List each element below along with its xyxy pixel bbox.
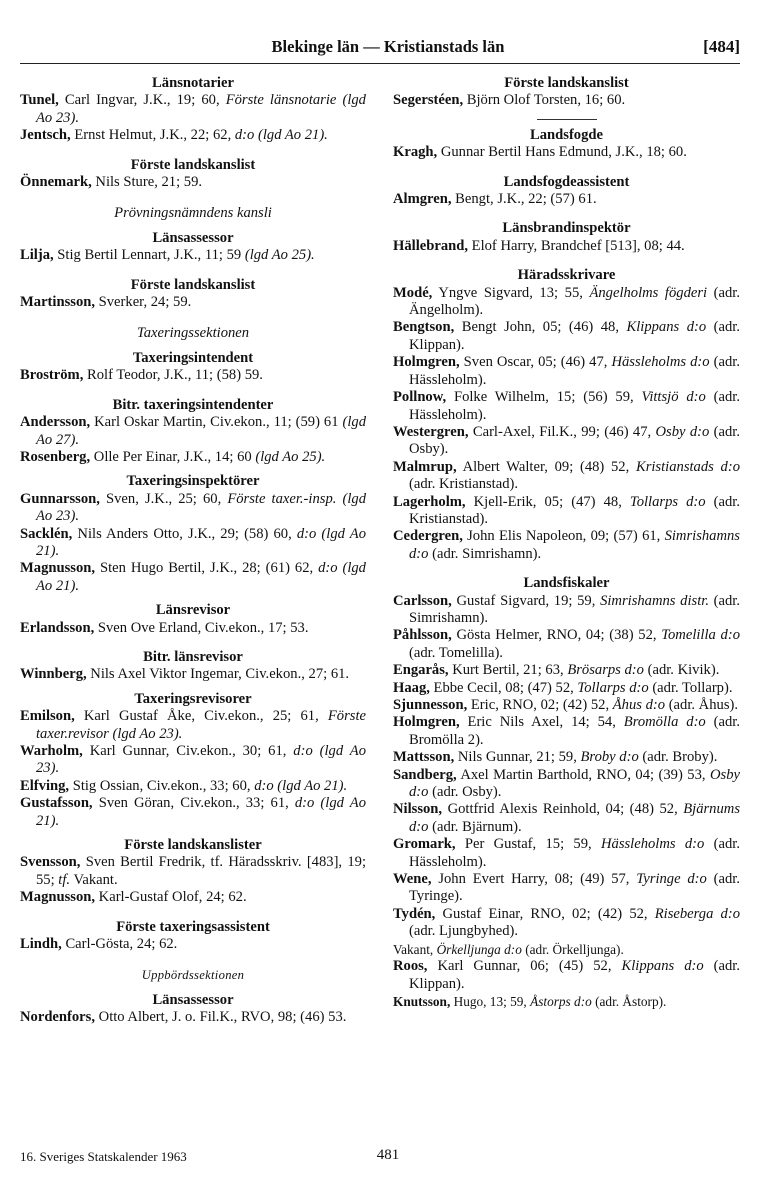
entry-position: Förste taxer.-insp. (lgd Ao 23).	[36, 490, 366, 525]
section-heading: Häradsskrivare	[517, 267, 616, 284]
section-heading: Taxeringsinspektörer	[126, 473, 260, 490]
entry-surname: Warholm,	[20, 743, 83, 759]
entry-address: (adr. Simrishamn).	[428, 545, 542, 562]
entry-details: Stig Ossian, Civ.ekon., 33; 60,	[69, 777, 255, 794]
entry-position: Klippans d:o	[626, 319, 707, 336]
entry-address: (adr. Hässleholm).	[409, 389, 740, 423]
register-entry	[393, 459, 740, 494]
entry-details: Albert Walter, 09; (48) 52,	[456, 458, 636, 475]
register-entry	[393, 836, 740, 871]
register-entry	[20, 414, 366, 449]
subsection-title: Prövningsnämndens kansli	[114, 205, 272, 222]
register-entry	[20, 294, 366, 311]
register-entry	[20, 708, 366, 743]
entry-details: Carl Ingvar, J.K., 19; 60,	[58, 92, 226, 109]
section-heading: Taxeringsrevisorer	[134, 690, 252, 707]
entry-details: Sven Göran, Civ.ekon., 33; 61,	[92, 795, 295, 812]
register-entry	[20, 92, 366, 127]
register-entry	[393, 906, 740, 941]
entry-address: (adr. Bjärnum).	[428, 818, 522, 835]
entry-details: Sten Hugo Bertil, J.K., 28; (61) 62,	[95, 560, 319, 577]
entry-address: (adr. Osby).	[428, 784, 502, 801]
entry-details: Bengt, J.K., 22; (57) 61.	[451, 191, 597, 208]
section-heading: Förste taxeringsassistent	[116, 918, 270, 935]
register-entry	[20, 449, 366, 466]
entry-position: Tomelilla d:o	[661, 627, 740, 644]
entry-surname: Jentsch,	[20, 127, 71, 144]
entry-position: Ängelholms fögderi	[589, 284, 708, 301]
entry-surname: Malmrup,	[393, 458, 457, 475]
entry-position: d:o (lgd Ao 21).	[254, 777, 348, 794]
entry-surname: Nordenfors,	[20, 1009, 95, 1026]
entry-position: Vittsjö d:o	[641, 389, 706, 406]
entry-details: Gustaf Einar, RNO, 02; (42) 52,	[435, 905, 655, 922]
entry-address: (adr. Simrishamn).	[409, 592, 741, 626]
register-entry	[20, 560, 366, 595]
footer-page-number: 481	[376, 1147, 400, 1163]
entry-surname: Westergren,	[393, 423, 469, 440]
entry-surname: Holmgren,	[393, 714, 460, 731]
register-entry	[20, 247, 366, 264]
section-heading: Länsrevisor	[155, 602, 231, 619]
entry-details: Yngve Sigvard, 13; 55,	[432, 284, 590, 301]
register-entry	[20, 743, 366, 778]
entry-surname: Sjunnesson,	[393, 697, 468, 713]
entry-position: Hässleholms d:o	[611, 354, 710, 371]
entry-surname: Önnemark,	[20, 174, 92, 191]
entry-details: Nils Anders Otto, J.K., 29; (58) 60,	[72, 525, 297, 542]
entry-details: Bengt John, 05; (46) 48,	[454, 319, 627, 336]
section-heading: Landsfogdeassistent	[503, 173, 630, 190]
entry-details: Gunnar Bertil Hans Edmund, J.K., 18; 60.	[437, 144, 687, 161]
entry-position: Bjärnums d:o	[409, 801, 740, 835]
entry-details: Karl Gunnar, Civ.ekon., 30; 61,	[82, 743, 294, 759]
entry-surname: Cedergren,	[393, 528, 463, 545]
entry-details: Sven Ove Erland, Civ.ekon., 17; 53.	[94, 619, 309, 636]
entry-details: Eric, RNO, 02; (42) 52,	[467, 697, 613, 713]
entry-details: Stig Bertil Lennart, J.K., 11; 59	[53, 247, 245, 264]
running-header	[0, 36, 776, 58]
entry-surname: Lindh,	[20, 936, 62, 953]
entry-details: Sven, J.K., 25; 60,	[99, 490, 228, 507]
entry-details: Nils Gunnar, 21; 59,	[454, 749, 581, 766]
entry-position: tf.	[58, 871, 71, 888]
register-entry	[20, 936, 366, 953]
section-heading: Taxeringsintendent	[132, 349, 254, 366]
entry-position: Riseberga d:o	[654, 905, 741, 922]
entry-surname: Lagerholm,	[393, 493, 466, 510]
section-heading: Landsfiskaler	[523, 575, 610, 592]
entry-address: (adr. Åstorp).	[591, 993, 667, 1009]
entry-position: Hässleholms d:o	[600, 836, 705, 853]
entry-details: Nils Sture, 21; 59.	[91, 174, 203, 191]
entry-details: Karl-Gustaf Olof, 24; 62.	[95, 889, 247, 906]
section-heading: Länsassessor	[152, 229, 234, 246]
entry-address: (adr. Tomelilla).	[409, 644, 503, 661]
register-entry	[393, 319, 740, 354]
register-entry	[20, 1009, 366, 1026]
register-entry	[393, 767, 740, 802]
register-entry	[393, 871, 740, 906]
register-entry	[393, 528, 740, 563]
entry-surname: Engarås,	[393, 662, 449, 679]
entry-details: Ernst Helmut, J.K., 22; 62,	[70, 127, 235, 144]
entry-surname: Pollnow,	[393, 389, 447, 406]
register-entry	[393, 697, 740, 714]
entry-details: Nils Axel Viktor Ingemar, Civ.ekon., 27; 61.	[86, 666, 350, 683]
register-entry	[20, 854, 366, 889]
register-entry	[393, 389, 740, 424]
entry-surname: Bengtson,	[393, 319, 455, 336]
entry-position: Örkelljunga d:o	[436, 941, 522, 957]
entry-surname: Sacklén,	[20, 525, 73, 542]
entry-surname: Erlandsson,	[20, 619, 95, 636]
register-entry	[393, 238, 740, 255]
entry-position: Förste länsnotarie (lgd Ao 23).	[36, 92, 366, 126]
entry-position: Brösarps d:o	[567, 662, 644, 679]
entry-address: (adr. Ljungbyhed).	[409, 923, 519, 940]
entry-surname: Påhlsson,	[393, 627, 452, 644]
entry-surname: Roos,	[393, 958, 428, 975]
entry-details: Ebbe Cecil, 08; (47) 52,	[429, 679, 578, 696]
entry-details: Folke Wilhelm, 15; (56) 59,	[446, 389, 642, 406]
entry-position: (lgd Ao 27).	[36, 414, 366, 448]
entry-surname: Tunel,	[20, 92, 59, 109]
entry-surname: Vakant,	[393, 941, 434, 957]
entry-address: (adr. Örkelljunga).	[521, 941, 624, 957]
entry-position: Åstorps d:o	[530, 993, 592, 1009]
entry-surname: Gromark,	[393, 836, 456, 853]
section-heading: Bitr. länsrevisor	[143, 648, 243, 665]
entry-address: (adr. Osby).	[409, 423, 740, 458]
register-entry	[393, 92, 740, 109]
entry-surname: Kragh,	[393, 144, 438, 161]
register-entry	[393, 714, 740, 749]
register-entry	[393, 494, 740, 529]
entry-surname: Knutsson,	[393, 993, 451, 1009]
header-page-reference: [484]	[703, 37, 740, 56]
entry-position: Förste taxer.revisor (lgd Ao 23).	[36, 708, 366, 742]
header-rule	[20, 63, 740, 64]
entry-position: (lgd Ao 25).	[244, 247, 315, 264]
register-entry	[393, 801, 740, 836]
subsection-title: Taxeringssektionen	[136, 325, 250, 342]
entry-details: Sverker, 24; 59.	[95, 294, 192, 311]
entry-details: Kjell-Erik, 05; (47) 48,	[465, 493, 630, 510]
entry-address: (adr. Kristianstad).	[409, 476, 519, 493]
entry-surname: Haag,	[393, 679, 430, 696]
entry-surname: Lilja,	[20, 247, 54, 264]
entry-address: (adr. Åhus).	[665, 697, 739, 713]
footer-publication: 16. Sveriges Statskalender 1963	[20, 1149, 187, 1164]
section-heading: Förste landskanslist	[130, 156, 256, 173]
entry-surname: Magnusson,	[20, 889, 96, 906]
entry-position: Tollarps d:o	[577, 679, 649, 696]
entry-details: Karl Oskar Martin, Civ.ekon., 11; (59) 61	[90, 414, 343, 431]
entry-position: Simrishamns d:o	[409, 528, 740, 562]
entry-surname: Carlsson,	[393, 592, 452, 609]
entry-surname: Tydén,	[393, 905, 436, 922]
entry-surname: Almgren,	[393, 191, 452, 208]
entry-position: Bromölla d:o	[623, 714, 706, 731]
left-column	[20, 75, 366, 1027]
entry-surname: Sandberg,	[393, 766, 457, 783]
entry-address: (adr. Hässleholm).	[409, 354, 740, 388]
entry-surname: Nilsson,	[393, 801, 443, 818]
entry-surname: Modé,	[393, 284, 433, 301]
register-entry	[20, 367, 366, 384]
entry-position: Broby d:o	[580, 749, 639, 766]
entry-details: Hugo, 13; 59,	[450, 993, 531, 1009]
section-heading: Förste landskanslister	[124, 837, 262, 854]
section-divider	[537, 119, 597, 120]
entry-details: Gustaf Sigvard, 19; 59,	[451, 592, 601, 609]
register-entry	[20, 174, 366, 191]
register-entry	[393, 144, 740, 161]
entry-surname: Gustafsson,	[20, 795, 93, 812]
register-entry	[393, 993, 740, 1010]
entry-details: Axel Martin Barthold, RNO, 04; (39) 53,	[456, 766, 710, 783]
entry-details: Per Gustaf, 15; 59,	[455, 836, 601, 853]
entry-position: Kristianstads d:o	[635, 458, 740, 475]
entry-position: Osby d:o	[655, 423, 710, 440]
section-heading: Förste landskanslist	[130, 276, 256, 293]
register-entry	[393, 958, 740, 993]
entry-surname: Mattsson,	[393, 749, 455, 766]
register-entry	[393, 941, 740, 958]
entry-surname: Gunnarsson,	[20, 490, 100, 507]
section-heading: Länsbrandinspektör	[502, 220, 631, 237]
register-entry	[393, 749, 740, 766]
entry-position: d:o (lgd Ao 21).	[36, 560, 366, 594]
entry-details: Carl-Axel, Fil.K., 99; (46) 47,	[468, 423, 656, 440]
entry-position: Klippans d:o	[621, 958, 704, 975]
entry-surname: Broström,	[20, 367, 84, 384]
entry-address: (adr. Ängelholm).	[409, 284, 740, 319]
entry-address: (adr. Tyringe).	[409, 871, 740, 905]
section-heading: Länsassessor	[152, 991, 234, 1008]
entry-address: (adr. Klippan).	[409, 958, 740, 992]
register-entry	[20, 620, 366, 637]
section-heading: Länsnotarier	[152, 75, 234, 91]
register-entry	[20, 795, 366, 830]
entry-address: (adr. Hässleholm).	[409, 836, 740, 870]
header-title: Blekinge län — Kristianstads län	[271, 37, 505, 56]
register-entry	[393, 680, 740, 697]
register-entry	[20, 526, 366, 561]
entry-surname: Winnberg,	[20, 666, 87, 683]
register-entry	[393, 191, 740, 208]
entry-address: Vakant.	[70, 871, 118, 888]
entry-surname: Hällebrand,	[393, 237, 469, 254]
register-entry	[393, 627, 740, 662]
entry-details: Rolf Teodor, J.K., 11; (58) 59.	[83, 367, 263, 384]
entry-surname: Segerstéen,	[393, 92, 464, 109]
entry-surname: Holmgren,	[393, 354, 460, 371]
entry-surname: Rosenberg,	[20, 448, 91, 465]
register-entry	[393, 593, 740, 628]
register-entry	[393, 285, 740, 320]
entry-address: (adr. Kivik).	[643, 662, 720, 679]
entry-address: (adr. Broby).	[638, 749, 718, 766]
entry-address: (adr. Klippan).	[409, 319, 740, 353]
register-entry	[20, 778, 366, 795]
register-entry	[20, 491, 366, 526]
section-heading: Landsfogde	[530, 126, 603, 143]
entry-details: Sven Bertil Fredrik, tf. Häradsskriv. [483], 19; 55;	[36, 854, 366, 888]
entry-address: (adr. Bromölla 2).	[409, 714, 740, 748]
register-entry	[20, 666, 366, 683]
entry-address: (adr. Tollarp).	[648, 679, 733, 696]
entry-surname: Wene,	[393, 871, 432, 888]
entry-position: Tollarps d:o	[629, 493, 706, 510]
entry-surname: Magnusson,	[20, 560, 96, 577]
entry-details: Karl Gunnar, 06; (45) 52,	[427, 958, 622, 975]
entry-details: Gösta Helmer, RNO, 04; (38) 52,	[451, 627, 662, 644]
entry-details: Kurt Bertil, 21; 63,	[448, 662, 568, 679]
entry-surname: Martinsson,	[20, 294, 95, 311]
entry-position: d:o (lgd Ao 21).	[36, 525, 366, 559]
entry-details: John Evert Harry, 08; (49) 57,	[431, 871, 637, 888]
entry-details: Elof Harry, Brandchef [513], 08; 44.	[468, 237, 685, 254]
register-entry	[393, 354, 740, 389]
entry-details: Björn Olof Torsten, 16; 60.	[463, 92, 626, 109]
entry-details: Carl-Gösta, 24; 62.	[61, 936, 178, 953]
register-entry	[393, 424, 740, 459]
entry-position: Tyringe d:o	[636, 871, 707, 888]
entry-surname: Andersson,	[20, 414, 91, 431]
entry-position: (lgd Ao 25).	[255, 448, 326, 465]
entry-surname: Svensson,	[20, 854, 81, 871]
register-entry	[393, 662, 740, 679]
entry-surname: Elfving,	[20, 777, 70, 794]
subsection-title: Uppbördssektionen	[141, 968, 245, 983]
entry-details: Karl Gustaf Åke, Civ.ekon., 25; 61,	[74, 708, 328, 725]
entry-position: d:o (lgd Ao 23).	[36, 743, 366, 777]
entry-surname: Emilson,	[20, 708, 75, 725]
entry-address: (adr. Kristianstad).	[409, 493, 740, 527]
entry-position: d:o (lgd Ao 21).	[36, 795, 366, 829]
section-heading: Bitr. taxeringsintendenter	[112, 396, 274, 413]
entry-details: John Elis Napoleon, 09; (57) 61,	[462, 528, 665, 545]
register-entry	[20, 889, 366, 906]
entry-details: Eric Nils Axel, 14; 54,	[459, 714, 624, 731]
register-entry	[20, 127, 366, 144]
entry-details: Gottfrid Alexis Reinhold, 04; (48) 52,	[442, 801, 684, 818]
entry-details: Sven Oscar, 05; (46) 47,	[459, 354, 612, 371]
entry-position: d:o (lgd Ao 21).	[234, 127, 328, 144]
right-column	[393, 75, 740, 1010]
entry-details: Olle Per Einar, J.K., 14; 60	[90, 448, 256, 465]
entry-position: Simrishamns distr.	[600, 592, 709, 609]
entry-details: Otto Albert, J. o. Fil.K., RVO, 98; (46) 53.	[95, 1009, 347, 1026]
entry-position: Åhus d:o	[612, 697, 666, 713]
entry-position: Osby d:o	[409, 766, 740, 801]
section-heading: Förste landskanslist	[504, 75, 629, 91]
